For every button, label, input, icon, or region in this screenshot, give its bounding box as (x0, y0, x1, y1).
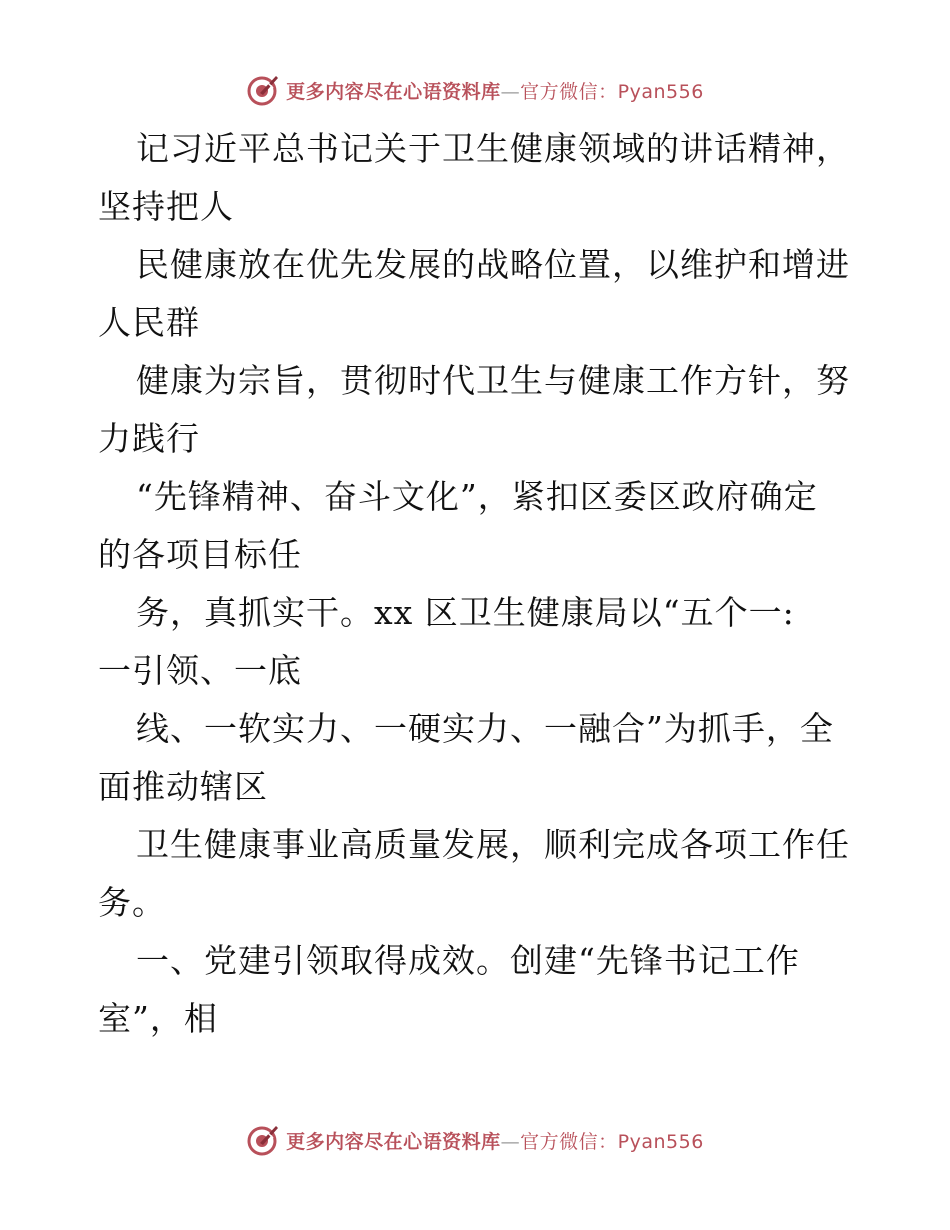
quill-logo-icon (246, 1123, 280, 1157)
text-line: 室”，相 (98, 999, 218, 1038)
watermark-header (0, 70, 950, 110)
text-line: 健康为宗旨，贯彻时代卫生与健康工作方针，努 (136, 361, 850, 400)
text-line: 面推动辖区 (98, 767, 268, 806)
text-line: 卫生健康事业高质量发展，顺利完成各项工作任 (136, 825, 850, 864)
watermark-text: 更多内容尽在心语资料库—官方微信：Pyan556 (286, 80, 704, 103)
document-body (98, 120, 858, 1048)
watermark-footer (0, 1120, 950, 1160)
text-line: 人民群 (98, 303, 200, 342)
text-line: 一引领、一底 (98, 651, 302, 690)
text-line: 的各项目标任 (98, 535, 302, 574)
text-line: 坚持把人 (98, 187, 234, 226)
text-line: 一、党建引领取得成效。创建“先锋书记工作 (136, 941, 800, 980)
text-line: 线、一软实力、一硬实力、一融合”为抓手，全 (136, 709, 834, 748)
text-line: “先锋精神、奋斗文化”，紧扣区委区政府确定 (136, 477, 818, 516)
text-line: 务。 (98, 883, 166, 922)
quill-logo-icon (246, 73, 280, 107)
watermark-text: 更多内容尽在心语资料库—官方微信：Pyan556 (286, 1130, 704, 1153)
text-line: 民健康放在优先发展的战略位置，以维护和增进 (136, 245, 850, 284)
text-line: 记习近平总书记关于卫生健康领域的讲话精神， (136, 129, 850, 168)
text-line: 力践行 (98, 419, 200, 458)
text-line: 务，真抓实干。xx 区卫生健康局以“五个一: (136, 593, 795, 632)
